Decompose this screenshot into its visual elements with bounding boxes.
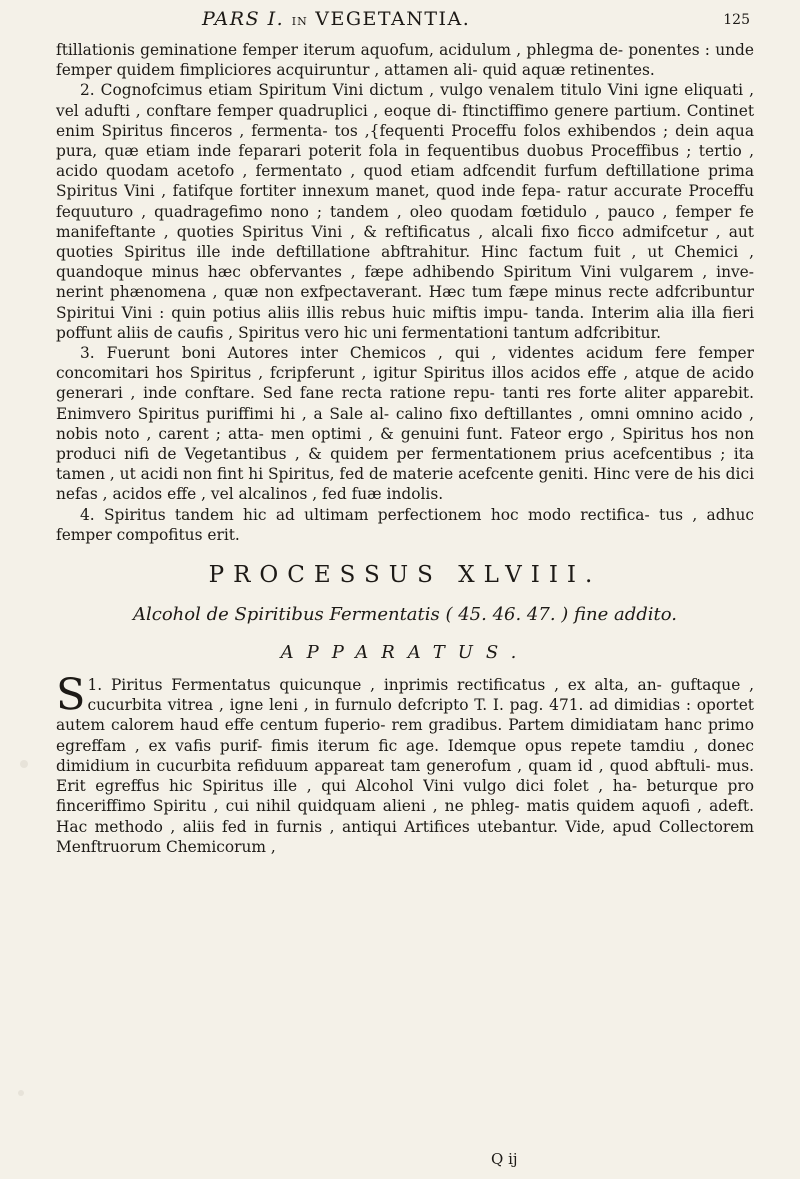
paragraph-continuation: ftillationis geminatione femper iterum aquofum, acidulum , phlegma de- ponentes : unde femper quidem fimpliciores acquiruntur , attamen ali- quid aquæ retinentes.	[56, 41, 754, 80]
apparatus-text: 1. Piritus Fermentatus quicunque , inprimis rectificatus , ex alta, an- guftaque , cucurbita vitrea , igne leni , in furnulo defcripto T. I. pag. 471. ad dimidias : oportet autem calorem haud effe centum fuperio- rem gradibus. Partem dimidiatam hanc primo egreffam , ex vafis purif- fimis iterum fic age. Idemque opus repete tamdiu , donec dimidium in cucurbita refiduum appareat tam generofum , quam id , quod abftuli- mus. Erit egreffus hic Spiritus ille , qui Alcohol Vini vulgo dici folet , ha- beturque pro finceriffimo Spiritu , cui nihil quidquam alieni , ne phleg- matis quidem aquofi , adeft. Hac methodo , aliis fed in furnis , antiqui Artifices utebantur. Vide, apud Collectorem Menftruorum Chemicorum ,	[56, 676, 754, 856]
apparatus-paragraph	[56, 670, 754, 857]
page-stain	[20, 760, 28, 768]
drop-cap: S	[56, 670, 86, 721]
process-subtitle: Alcohol de Spiritibus Fermentatis ( 45. 46. 47. ) fine addito.	[132, 604, 678, 626]
paragraph-2: 2. Cognofcimus etiam Spiritum Vini dictum , vulgo venalem titulo Vini igne eliquati , vel adufti , conftare femper quadruplici , eoque di- ftinctiffimo genere partium. Continet enim Spiritus finceros , fermenta- tos ,{fequenti Proceffu folos exhibendos ; dein aqua pura, quæ etiam inde feparari poterit fola in fequentibus duobus Proceffibus ; tertio , acido quodam acetofo , fermentato , quod etiam adfcendit furfum deftillatione prima Spiritus Vini , fatifque fortiter innexum manet, quod inde fepa- ratur accurate Proceffu fequuturo , quadragefimo nono ; tandem , oleo quodam fœtidulo , pauco , femper fe manifeftante , quoties Spiritus Vini , & reftificatus , alcali fixo ficco admifcetur , aut quoties Spiritus ille inde deftillatione abftrahitur. Hinc factum fuit , ut Chemici , quandoque minus hæc obfervantes , fæpe adhibendo Spiritum Vini vulgarem , inve- nerint phænomena , quæ non exfpectaverant. Hæc tum fæpe minus recte adfcribuntur Spiritui Vini : quin potius aliis illis rebus huic miftis impu- tanda. Interim alia illa fieri poffunt aliis de caufis , Spiritus vero hic uni fermentationi tantum adfcribitur.	[56, 81, 754, 342]
part-label: PARS I.	[202, 8, 285, 30]
section-title: VEGETANTIA.	[315, 8, 471, 30]
page-number: 125	[723, 12, 750, 28]
page-stain	[18, 1090, 24, 1096]
process-title: PROCESSUS XLVIII.	[208, 562, 602, 589]
part-tail: IN	[291, 15, 308, 28]
catchword: Q ij	[491, 1150, 518, 1168]
paragraph-4: 4. Spiritus tandem hic ad ultimam perfectionem hoc modo rectifica- tus , adhuc femper compofitus erit.	[56, 505, 754, 544]
paragraph-3: 3. Fuerunt boni Autores inter Chemicos , qui , videntes acidum fere femper concomitari hos Spiritus , fcripferunt , igitur Spiritus illos acidos effe , atque de acido generari , inde conftare. Sed fane recta ratione repu- tanti res forte aliter apparebit. Enimvero Spiritus puriffimi hi , a Sale al- calino fixo deftillantes , omni omnino acido , nobis noto , carent ; atta- men optimi , & genuini funt. Fateor ergo , Spiritus hos non produci nifi de Vegetantibus , & quidem per fermentationem prius acefcentibus ; ita tamen , ut acidi non fint hi Spiritus, fed de materie acefcente geniti. Hinc vere de his dici nefas , acidos effe , vel alcalinos , fed fuæ indolis.	[56, 344, 754, 504]
page-header	[90, 8, 750, 38]
page-body	[56, 40, 754, 857]
running-head	[202, 8, 470, 30]
apparatus-heading: APPARATUS.	[280, 642, 530, 664]
